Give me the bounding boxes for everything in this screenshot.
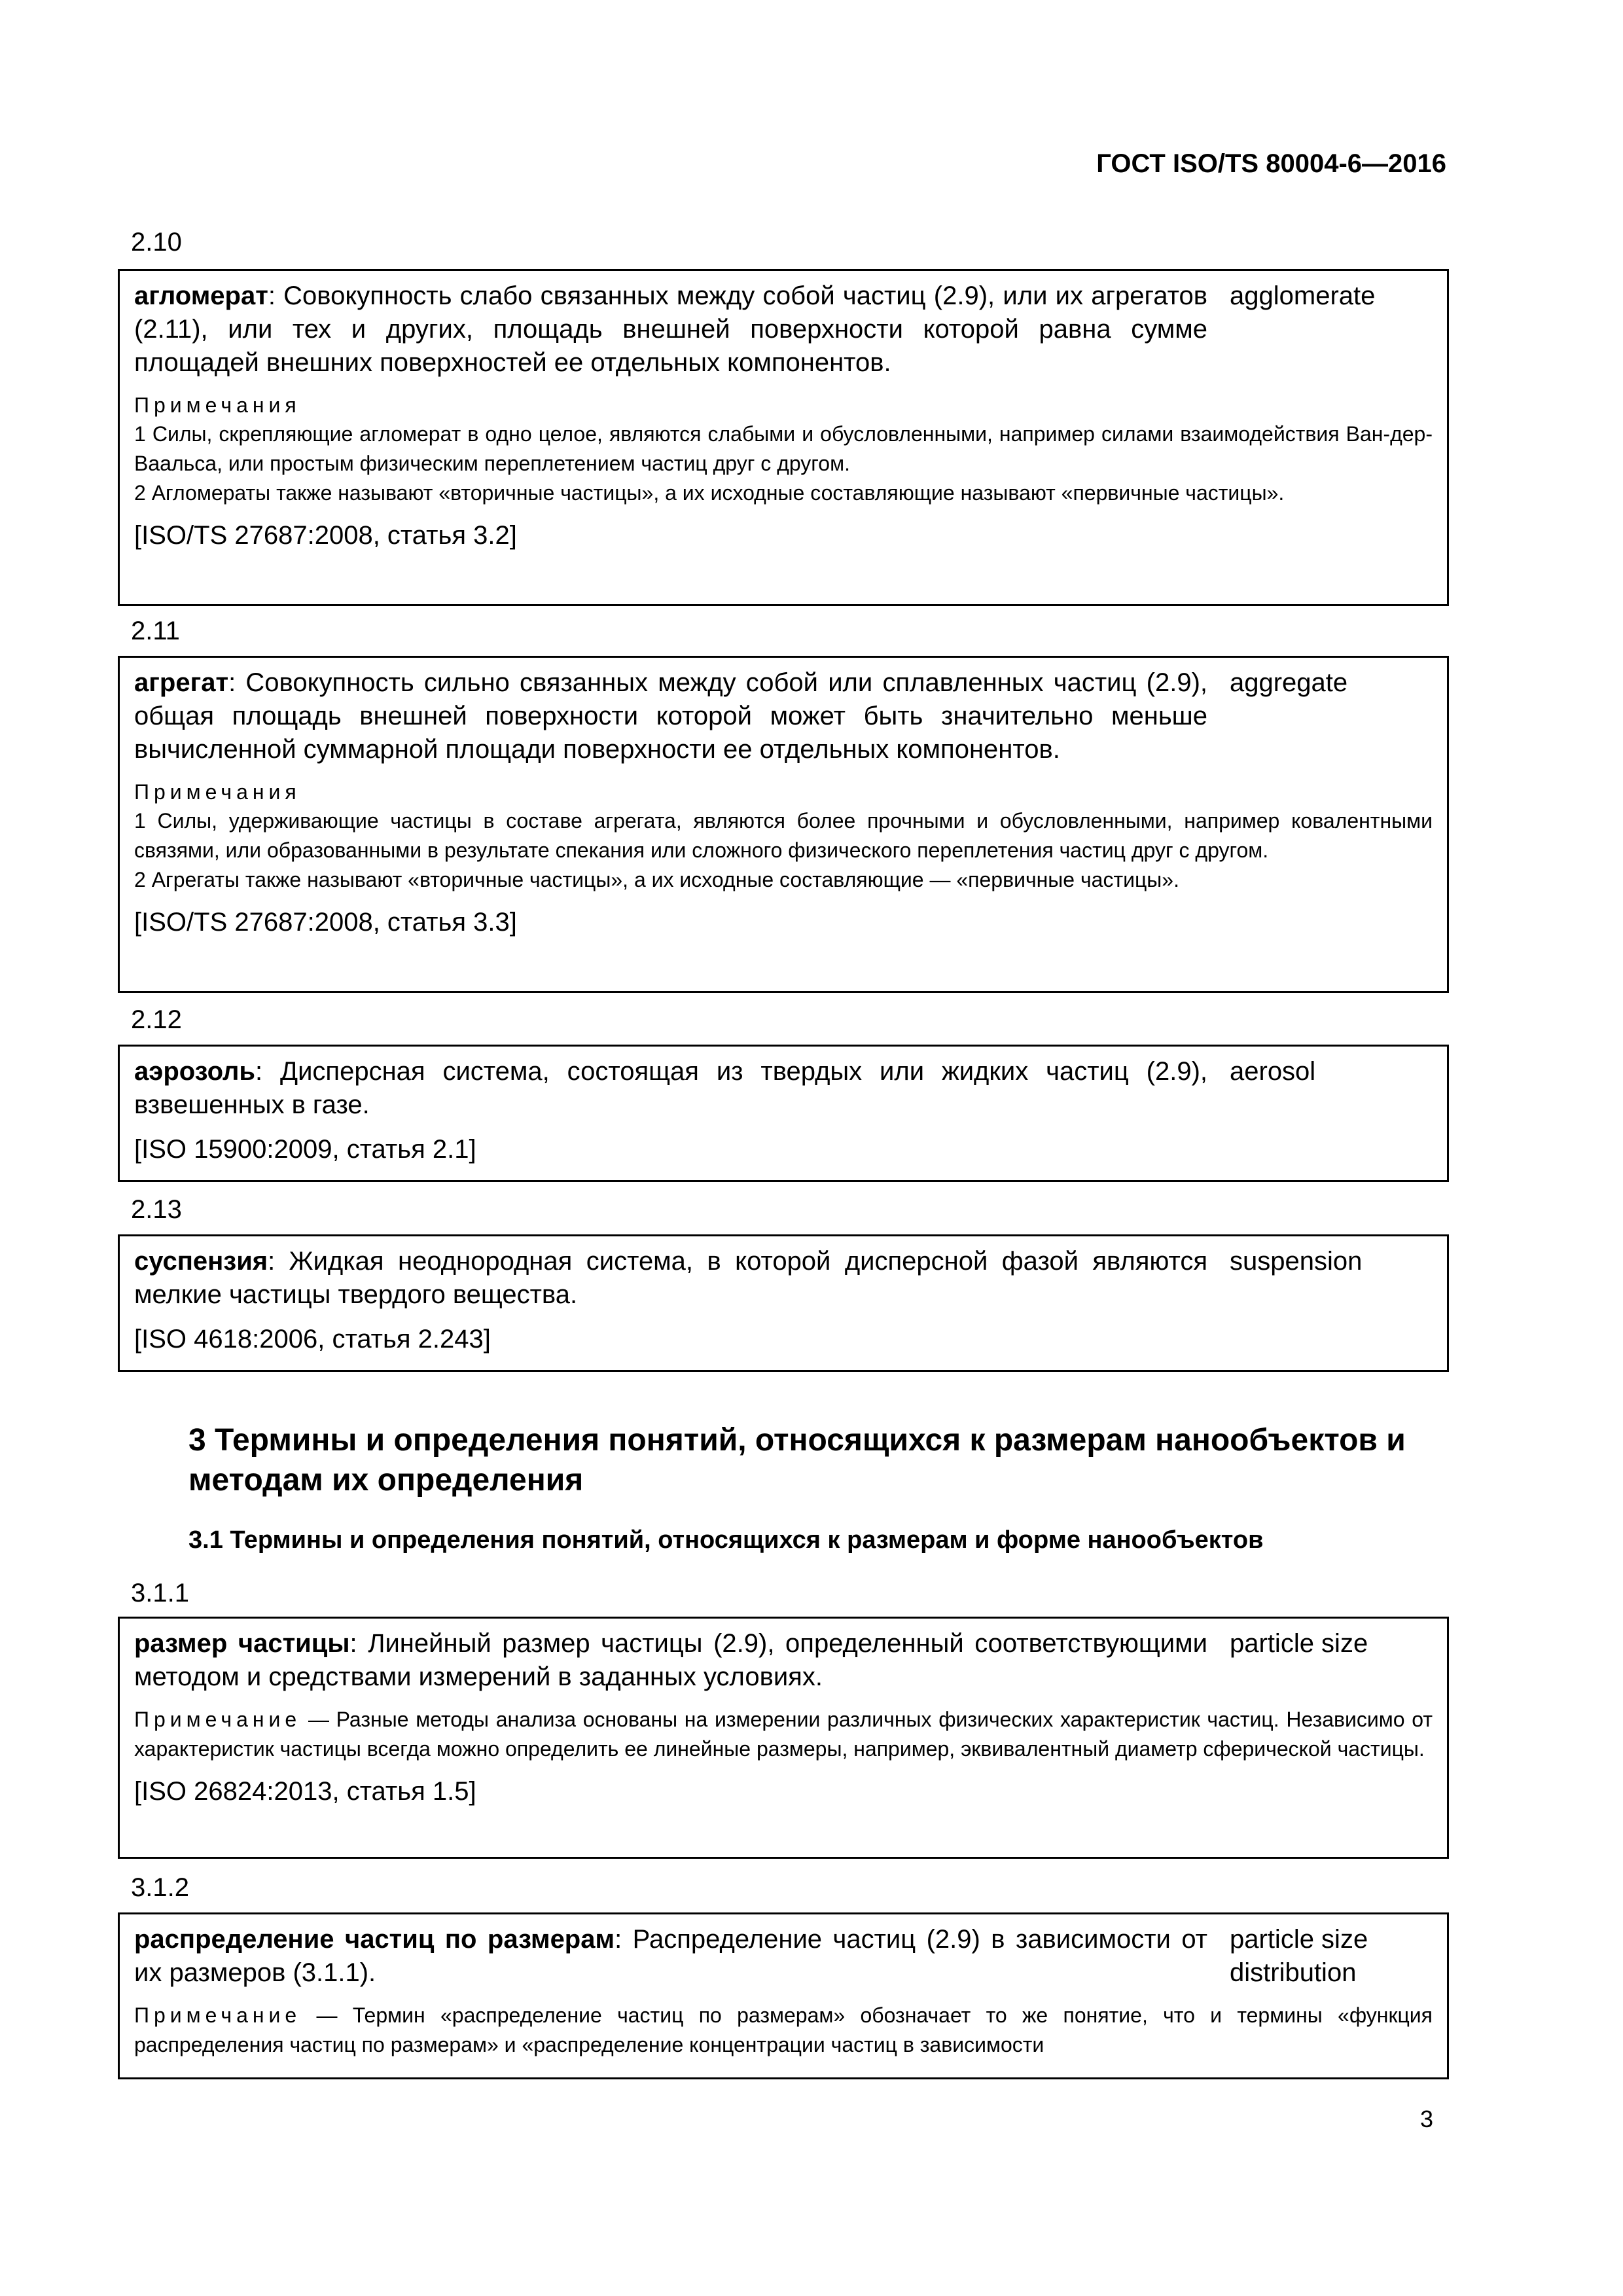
term-definition: [134, 666, 1207, 766]
term-name: размер частицы: [134, 1629, 350, 1658]
note-1: 1 Силы, удерживающие частицы в составе агрегата, являются более прочными и обусловленными, например ковалентными связями, или образованными в результате спекания или сложного физического переплетения частиц друг с другом.: [134, 809, 1433, 862]
note-1: 1 Силы, скрепляющие агломерат в одно целое, являются слабыми и обусловленными, например силами взаимодействия Ван-дер-Ваальса, или простым физическим переплетением частиц друг с другом.: [134, 422, 1433, 475]
english-term: particle size distribution: [1230, 1925, 1368, 1987]
definition-text: : Жидкая неоднородная система, в которой дисперсной фазой являются мелкие частицы твердого вещества.: [134, 1247, 1207, 1309]
section-heading: 3 Термины и определения понятий, относящихся к размерам нанообъектов и методам их определения: [188, 1423, 1406, 1498]
entry-number: 3.1.1: [131, 1579, 189, 1607]
definition-text: : Совокупность сильно связанных между собой или сплавленных частиц (2.9), общая площадь внешней поверхности которой может быть значительно меньше вычисленной суммарной площади поверхности ее отдельных компонентов.: [134, 668, 1207, 764]
subsection-heading: 3.1 Термины и определения понятий, относящихся к размерам и форме нанообъектов: [188, 1526, 1264, 1554]
entry-number: 2.11: [131, 617, 180, 645]
definition-text: : Линейный размер частицы (2.9), определенный соответствующими методом и средствами измерений в заданных условиях.: [134, 1629, 1207, 1691]
source-reference: [ISO/TS 27687:2008, статья 3.3]: [134, 908, 517, 937]
note-2: 2 Агломераты также называют «вторичные частицы», а их исходные составляющие называют «первичные частицы».: [134, 481, 1285, 505]
entry-number: 2.10: [131, 228, 182, 257]
source-reference: [ISO 15900:2009, статья 2.1]: [134, 1135, 476, 1164]
note-1: — Термин «распределение частиц по размерам» обозначает то же понятие, что и термины «функция распределения частиц по размерам» и «распределение концентрации частиц в зависимости: [134, 2003, 1433, 2056]
term-entry-agglomerate: [118, 269, 1449, 606]
notes-heading: Примечания: [134, 393, 301, 417]
term-entry-particle-size: [118, 1617, 1449, 1859]
definition-text: : Дисперсная система, состоящая из твердых или жидких частиц (2.9), взвешенных в газе.: [134, 1057, 1207, 1119]
note-block: [134, 2001, 1433, 2060]
term-name: агломерат: [134, 281, 268, 310]
term-definition: [134, 1055, 1207, 1122]
term-definition: [134, 1923, 1207, 1990]
source-reference: [ISO 4618:2006, статья 2.243]: [134, 1325, 491, 1354]
entry-number: 2.13: [131, 1195, 182, 1224]
source-reference: [ISO/TS 27687:2008, статья 3.2]: [134, 521, 517, 550]
term-entry-aggregate: [118, 656, 1449, 993]
notes-heading: Примечание: [134, 1708, 302, 1731]
term-entry-particle-size-distribution: [118, 1912, 1449, 2079]
definition-text: : Распределение частиц (2.9) в зависимости от их размеров (3.1.1).: [134, 1925, 1208, 1987]
english-term: agglomerate: [1230, 281, 1376, 310]
english-term: aerosol: [1230, 1057, 1316, 1086]
term-name: распределение частиц по размерам: [134, 1925, 615, 1954]
english-term: aggregate: [1230, 668, 1348, 697]
definition-text: : Совокупность слабо связанных между собой частиц (2.9), или их агрегатов (2.11), или тех и других, площадь внешней поверхности которой равна сумме площадей внешних поверхностей ее отдельных компонентов.: [134, 281, 1207, 377]
document-header: ГОСТ ISO/TS 80004-6—2016: [1096, 149, 1446, 178]
note-block: [134, 1705, 1433, 1764]
term-name: агрегат: [134, 668, 229, 697]
entry-number: 2.12: [131, 1005, 182, 1034]
page-number: 3: [1420, 2106, 1434, 2132]
entry-number: 3.1.2: [131, 1873, 189, 1902]
term-entry-suspension: [118, 1234, 1449, 1372]
english-term: particle size: [1230, 1629, 1368, 1658]
english-term: suspension: [1230, 1247, 1363, 1276]
term-name: аэрозоль: [134, 1057, 255, 1086]
term-name: суспензия: [134, 1247, 268, 1276]
term-definition: [134, 279, 1207, 380]
note-1: — Разные методы анализа основаны на измерении различных физических характеристик частиц. Независимо от характеристик частицы всегда можно определить ее линейные размеры, например, эквивалентный диаметр сферической частицы.: [134, 1708, 1433, 1761]
notes-heading: Примечания: [134, 780, 301, 804]
term-entry-aerosol: [118, 1045, 1449, 1182]
note-2: 2 Агрегаты также называют «вторичные частицы», а их исходные составляющие — «первичные частицы».: [134, 868, 1179, 891]
term-definition: [134, 1245, 1207, 1312]
notes-heading: Примечание: [134, 2003, 302, 2027]
source-reference: [ISO 26824:2013, статья 1.5]: [134, 1777, 476, 1806]
term-definition: [134, 1627, 1207, 1694]
